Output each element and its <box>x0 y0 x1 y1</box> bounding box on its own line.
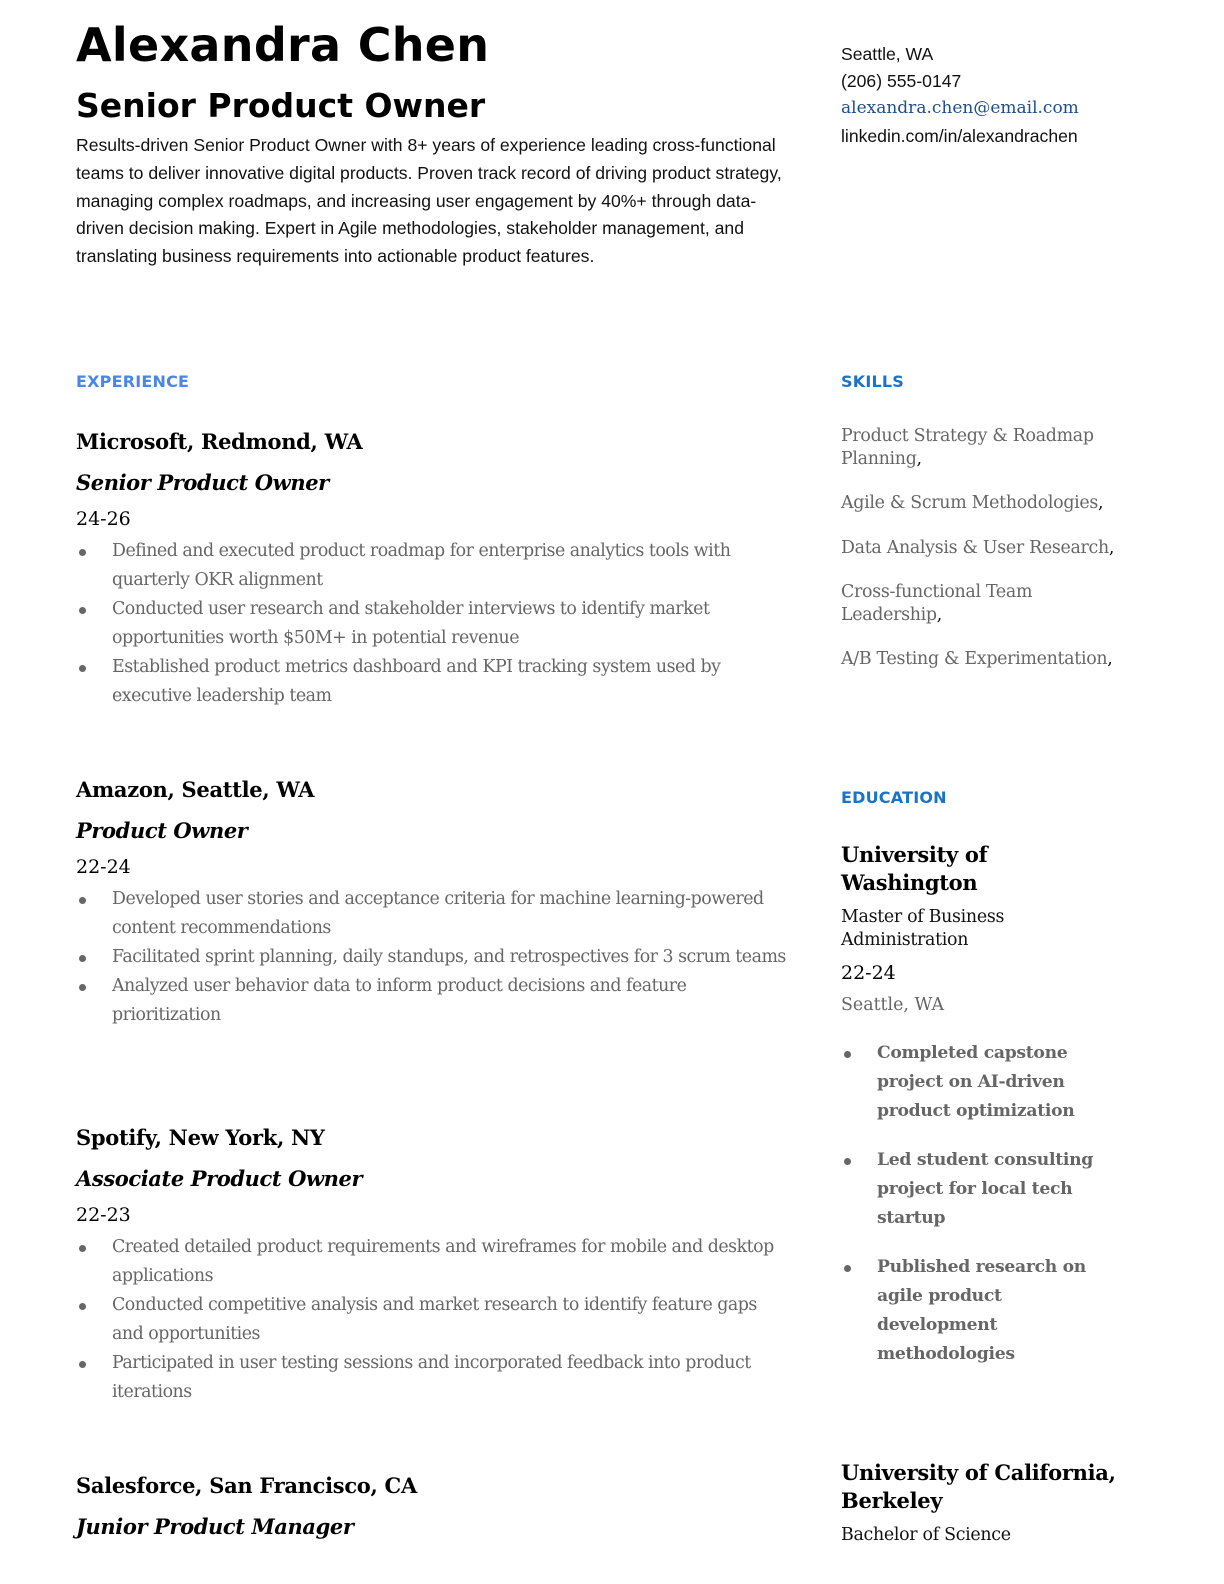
bullet-text: Completed capstone project on AI-driven product optimization <box>877 1043 1075 1121</box>
bullet-icon <box>844 1158 851 1165</box>
list-item <box>841 1146 1121 1233</box>
bullet-icon <box>79 665 86 672</box>
skills-list <box>841 425 1121 693</box>
list-item <box>76 653 786 711</box>
skill-separator: , <box>1098 493 1104 513</box>
list-item <box>76 595 786 653</box>
list-item <box>841 1039 1121 1126</box>
job-role: Junior Product Manager <box>76 1514 354 1539</box>
bullet-icon <box>79 955 86 962</box>
experience-entry <box>76 775 786 1030</box>
bullet-text: Defined and executed product roadmap for enterprise analytics tools with quarterly OKR alignment <box>112 541 731 590</box>
job-role: Product Owner <box>76 818 248 843</box>
skill-item <box>841 648 1121 671</box>
bullet-text: Facilitated sprint planning, daily standups, and retrospectives for 3 scrum teams <box>112 947 786 967</box>
list-item <box>76 972 786 1030</box>
list-item <box>76 1291 786 1349</box>
bullet-icon <box>79 607 86 614</box>
professional-summary: Results-driven Senior Product Owner with 8+ years of experience leading cross-functional teams to deliver innovative digital products. Proven track record of driving product strategy, managing complex roadmaps, and increasing user engagement by 40%+ through data-driven decision making. Expert in Agile methodologies, stakeholder management, and translating business requirements into actionable product features. <box>76 135 782 267</box>
bullet-text: Conducted competitive analysis and market research to identify feature gaps and opportunities <box>112 1295 757 1344</box>
skill-text: Product Strategy & Roadmap Planning <box>841 426 1094 469</box>
job-dates: 22-23 <box>76 1204 131 1226</box>
bullet-icon <box>79 1303 86 1310</box>
bullet-icon <box>79 1245 86 1252</box>
contact-phone: (206) 555-0147 <box>841 71 962 92</box>
experience-entry <box>76 427 786 711</box>
education-dates: 22-24 <box>841 962 896 984</box>
bullet-text: Created detailed product requirements and wireframes for mobile and desktop applications <box>112 1237 774 1286</box>
bullet-text: Participated in user testing sessions and incorporated feedback into product iterations <box>112 1353 751 1402</box>
list-item <box>76 943 786 972</box>
bullet-icon <box>844 1051 851 1058</box>
candidate-name: Alexandra Chen <box>76 18 490 72</box>
company-name: Microsoft, Redmond, WA <box>76 429 363 454</box>
skills-section-title: SKILLS <box>841 372 904 391</box>
skill-text: Agile & Scrum Methodologies <box>841 493 1099 513</box>
school-name: University of Washington <box>841 842 988 895</box>
experience-section-title: EXPERIENCE <box>76 372 190 391</box>
bullet-icon <box>79 897 86 904</box>
degree: Bachelor of Science <box>841 1525 1011 1545</box>
list-item <box>841 1253 1121 1369</box>
job-role: Senior Product Owner <box>76 470 329 495</box>
education-entry <box>841 1459 1121 1547</box>
education-location: Seattle, WA <box>841 995 945 1015</box>
experience-entry <box>76 1123 786 1407</box>
list-item <box>76 1233 786 1291</box>
education-entry <box>841 841 1121 1389</box>
bullet-text: Analyzed user behavior data to inform product decisions and feature prioritization <box>112 976 687 1025</box>
bullet-icon <box>79 1361 86 1368</box>
skill-text: Cross-functional Team Leadership <box>841 582 1033 625</box>
skill-text: Data Analysis & User Research <box>841 537 1109 558</box>
bullet-text: Conducted user research and stakeholder interviews to identify market opportunities worth $50M+ in potential revenue <box>112 599 710 648</box>
job-dates: 24-26 <box>76 508 131 530</box>
company-name: Spotify, New York, NY <box>76 1125 325 1150</box>
list-item <box>76 537 786 595</box>
bullet-text: Published research on agile product development methodologies <box>877 1257 1087 1364</box>
skill-item <box>841 425 1121 470</box>
bullet-icon <box>79 984 86 991</box>
skill-item <box>841 581 1121 626</box>
job-role: Associate Product Owner <box>76 1166 363 1191</box>
candidate-headline: Senior Product Owner <box>76 86 486 125</box>
company-name: Amazon, Seattle, WA <box>76 777 315 802</box>
skill-separator: , <box>1107 649 1113 669</box>
skill-text: A/B Testing & Experimentation <box>841 649 1108 669</box>
job-bullets <box>76 1233 786 1407</box>
bullet-text: Developed user stories and acceptance criteria for machine learning-powered content recommendations <box>112 889 764 938</box>
degree: Master of Business Administration <box>841 907 1005 950</box>
list-item <box>76 1349 786 1407</box>
school-name: University of California, Berkeley <box>841 1460 1116 1513</box>
education-bullets <box>841 1039 1121 1369</box>
skill-item <box>841 537 1121 560</box>
skill-separator: , <box>936 604 942 625</box>
experience-entry <box>76 1471 786 1542</box>
education-section-title: EDUCATION <box>841 788 947 807</box>
skill-separator: , <box>916 448 922 469</box>
company-name: Salesforce, San Francisco, CA <box>76 1473 417 1498</box>
bullet-icon <box>844 1265 851 1272</box>
contact-email-link[interactable]: alexandra.chen@email.com <box>841 98 1079 119</box>
bullet-text: Established product metrics dashboard and KPI tracking system used by executive leadership team <box>112 657 721 706</box>
bullet-icon <box>79 549 86 556</box>
contact-location: Seattle, WA <box>841 44 934 64</box>
job-dates: 22-24 <box>76 856 131 878</box>
skill-separator: , <box>1108 537 1115 558</box>
contact-info <box>841 41 1079 150</box>
job-bullets <box>76 537 786 711</box>
job-bullets <box>76 885 786 1030</box>
skill-item <box>841 492 1121 515</box>
contact-linkedin: linkedin.com/in/alexandrachen <box>841 125 1078 146</box>
list-item <box>76 885 786 943</box>
bullet-text: Led student consulting project for local tech startup <box>877 1150 1094 1228</box>
